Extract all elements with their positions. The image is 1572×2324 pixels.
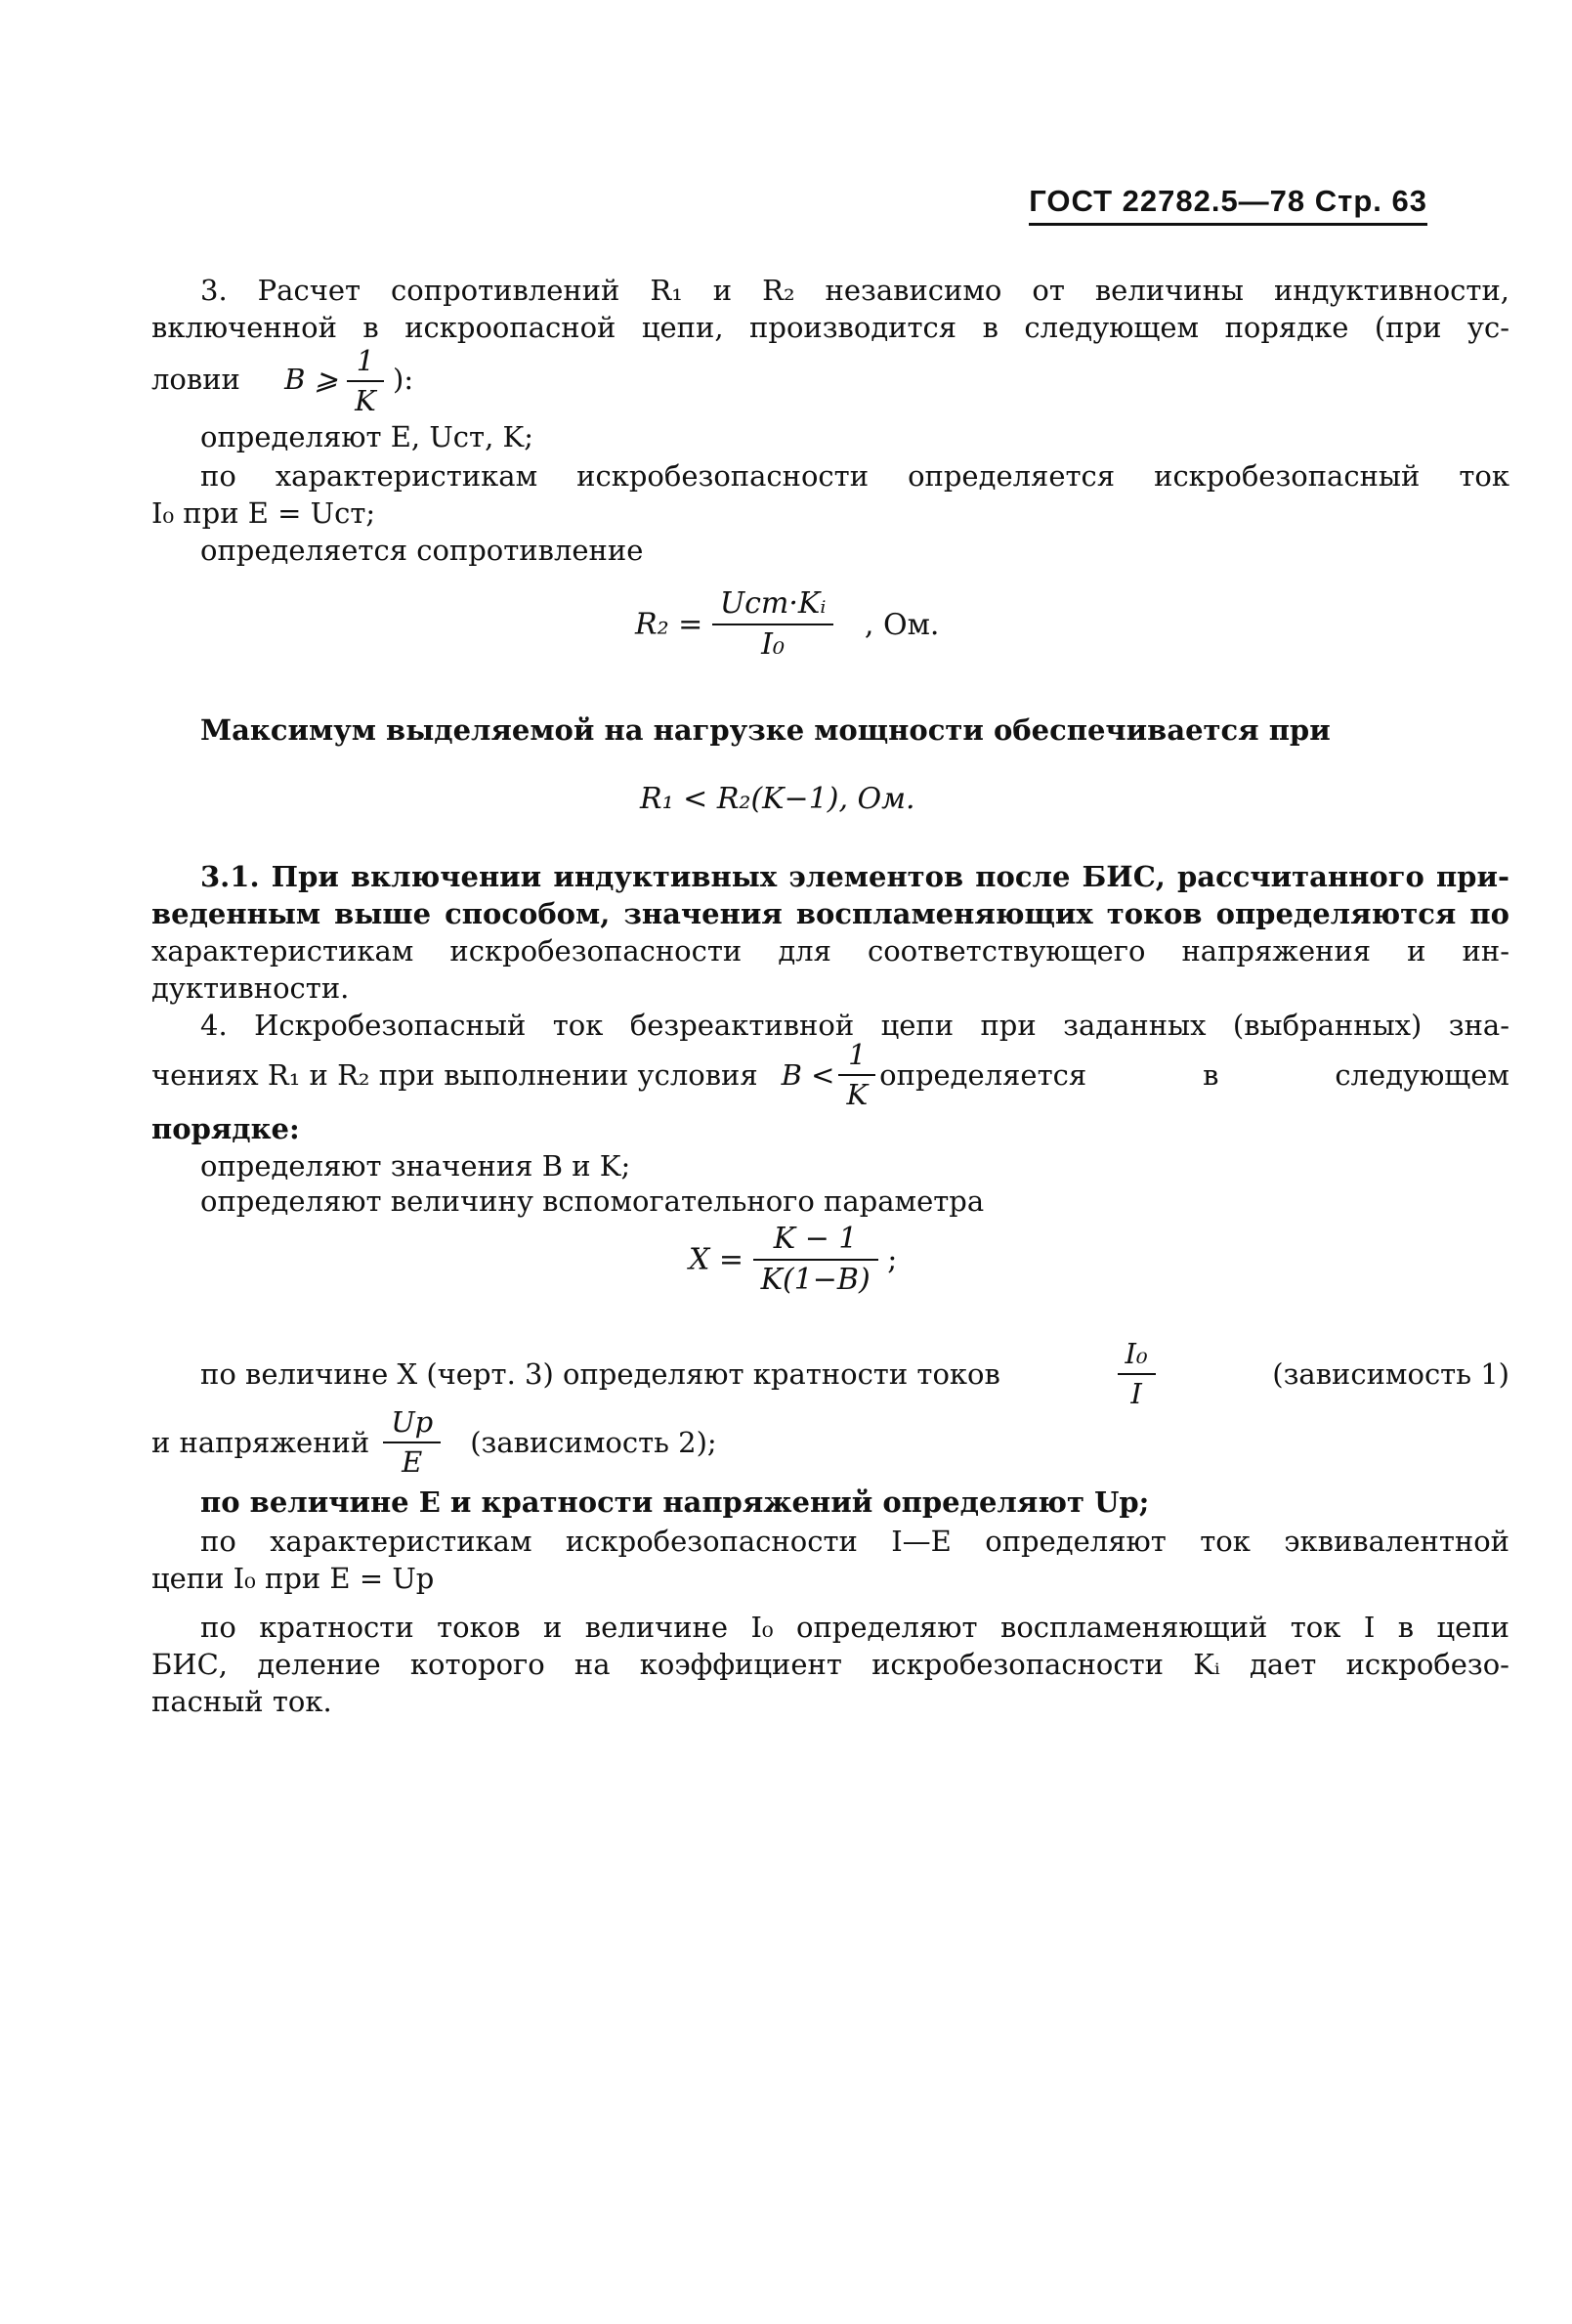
formula-r2-numerator: Uст·Kᵢ (719, 586, 827, 621)
fraction-bar (347, 380, 384, 382)
formula-r2-bar (712, 624, 834, 625)
fraction-numerator: 1 (356, 344, 375, 377)
fraction-numerator: 1 (848, 1038, 867, 1071)
paragraph-4-line-1: 4. Искробезопасный ток безреактивной цепи при заданных (выбранных) зна- (200, 1009, 1509, 1042)
step-determine-b-k: определяют значения B и K; (200, 1149, 631, 1183)
max-power-statement: Максимум выделяемой на нагрузке мощности обеспечивается при (200, 713, 1331, 747)
paragraph-4-line-3: порядке: (151, 1112, 300, 1145)
formula-x-lhs: X = (689, 1242, 744, 1277)
fraction-1-over-k (347, 344, 384, 418)
formula-r2 (635, 586, 939, 663)
condition-b-ge: B ⩾ (284, 362, 338, 396)
step-ignition-current-line-1: по кратности токов и величине I₀ определяют воспламеняющий ток I в цепи (200, 1611, 1509, 1644)
formula-r2-lhs: R₂ = (635, 607, 703, 642)
formula-r2-unit: , Ом. (864, 607, 940, 642)
fraction-1-over-k-2 (838, 1038, 875, 1112)
condition-close: ): (393, 362, 414, 396)
page-header: ГОСТ 22782.5—78 Стр. 63 (1029, 184, 1427, 226)
formula-x-numerator: K − 1 (773, 1222, 858, 1256)
fraction-bar (838, 1074, 875, 1076)
step-aux-parameter: определяют величину вспомогательного параметра (200, 1184, 985, 1218)
step-current-ratio-text: по величине X (черт. 3) определяют кратности токов (200, 1356, 1000, 1391)
step-ignition-current-line-2: БИС, деление которого на коэффициент искробезопасности Kᵢ дает искробезо- (151, 1648, 1509, 1681)
formula-x-fraction (753, 1222, 878, 1298)
fraction-denominator: K (355, 383, 376, 417)
formula-x-bar (753, 1259, 878, 1261)
fraction-denominator: K (846, 1077, 869, 1111)
step-resistance-intro: определяется сопротивление (200, 534, 644, 567)
step-safe-current-line-2: I₀ при E = Uст; (151, 496, 376, 530)
paragraph-3-line-3 (151, 344, 413, 418)
step-ignition-current-line-3: пасный ток. (151, 1685, 332, 1718)
fraction-denominator: I (1130, 1376, 1142, 1410)
step-safe-current-line-1: по характеристикам искробезопасности определяется искробезопасный ток (200, 459, 1509, 493)
step-voltage-ratio (151, 1405, 717, 1480)
paragraph-3-line-2: включенной в искроопасной цепи, производится в следующем порядке (при ус- (151, 311, 1509, 344)
paragraph-3-line-3-text: ловии (151, 362, 240, 396)
condition-b-lt: B < (781, 1057, 835, 1092)
paragraph-4-line-2-end: определяется в следующем (879, 1057, 1509, 1092)
step-equivalent-current-line-2: цепи I₀ при E = Uр (151, 1562, 435, 1595)
formula-x-denominator: K(1−B) (760, 1263, 871, 1297)
fraction-numerator: I₀ (1125, 1337, 1148, 1370)
paragraph-4-line-2 (151, 1038, 1509, 1112)
step-determine-e-u-k: определяют E, Uст, K; (200, 420, 533, 453)
step-voltage-ratio-dependency: (зависимость 2); (470, 1425, 717, 1459)
step-determine-up: по величине E и кратности напряжений определяют Uр; (200, 1485, 1150, 1519)
fraction-denominator: E (402, 1444, 423, 1479)
formula-r2-fraction (712, 586, 834, 663)
paragraph-3-1-line-1: 3.1. При включении индуктивных элементов после БИС, рассчитанного при- (200, 860, 1509, 893)
fraction-i0-over-i (1118, 1337, 1156, 1411)
formula-r1-condition: R₁ < R₂(K−1), Ом. (640, 782, 915, 816)
step-current-ratio-dependency: (зависимость 1) (1272, 1356, 1510, 1391)
step-voltage-ratio-text: и напряжений (151, 1425, 370, 1459)
fraction-numerator: Uр (391, 1405, 434, 1439)
fraction-bar (383, 1442, 441, 1443)
fraction-bar (1118, 1373, 1156, 1375)
paragraph-4-line-2-text: чениях R₁ и R₂ при выполнении условия (151, 1057, 758, 1092)
paragraph-3-1-line-4: дуктивности. (151, 971, 350, 1005)
paragraph-3-1-line-2: веденным выше способом, значения воспламеняющих токов определяются по (151, 897, 1509, 930)
formula-r2-denominator: I₀ (761, 627, 786, 662)
paragraph-3-line-1: 3. Расчет сопротивлений R₁ и R₂ независимо от величины индуктивности, (200, 274, 1509, 307)
fraction-up-over-e (383, 1405, 441, 1480)
formula-x (689, 1222, 897, 1298)
paragraph-3-1-line-3: характеристикам искробезопасности для соответствующего напряжения и ин- (151, 934, 1509, 968)
step-current-ratio (200, 1337, 1509, 1411)
formula-x-semicolon: ; (887, 1242, 898, 1277)
step-equivalent-current-line-1: по характеристикам искробезопасности I—E определяют ток эквивалентной (200, 1525, 1509, 1558)
